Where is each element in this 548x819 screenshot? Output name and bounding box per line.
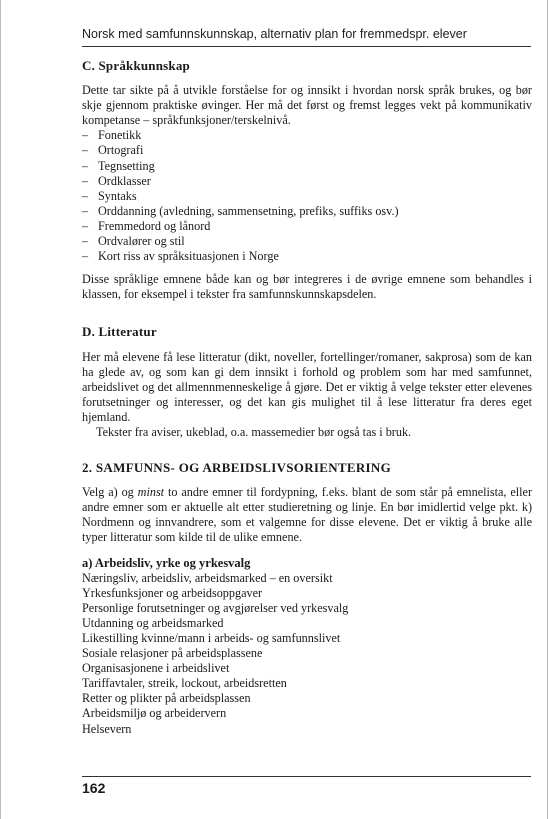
list-item: – Ordvalører og stil	[82, 234, 532, 249]
page-number: 162	[82, 780, 106, 796]
footer-rule	[82, 776, 531, 777]
subsection-a-heading: a) Arbeidsliv, yrke og yrkesvalg	[82, 555, 251, 570]
paragraph-text: Velg a) og	[82, 485, 138, 500]
section-2-heading: 2. SAMFUNNS- OG ARBEIDSLIVSORIENTERING	[82, 460, 392, 476]
list-item: Tariffavtaler, streik, lockout, arbeidsretten	[82, 676, 287, 691]
list-item: Organisasjonene i arbeidslivet	[82, 661, 230, 676]
list-item: – Kort riss av språksituasjonen i Norge	[82, 249, 532, 264]
list-item: – Tegnsetting	[82, 159, 532, 174]
section-c	[82, 58, 532, 302]
section-d-heading: D. Litteratur	[82, 324, 157, 340]
section-c-heading: C. Språkkunnskap	[82, 58, 190, 73]
section-c-intro: Dette tar sikte på å utvikle forståelse for og innsikt i hvordan norsk språk brukes, og bør skje gjennom praktiske øvinger. Her må det først og fremst legges vekt på kommunikativ kompetanse – språkfunksjoner/terskelnivå.	[82, 83, 532, 128]
section-2-paragraph	[82, 485, 532, 545]
list-item: Yrkesfunksjoner og arbeidsoppgaver	[82, 585, 263, 600]
running-header: Norsk med samfunnskunnskap, alternativ plan for fremmedspr. elever	[82, 27, 467, 41]
paragraph-text: to andre emner til fordypning, f.eks. blant de som står på emnelista, eller andre emner som er aktuelle alt etter studieretning og linje. En bør imidlertid velge pkt. k) Nordmenn og innvandrere, som et valgemne for disse elevene. Det er viktig å bruke alle typer litteratur som kilde til de ulike emnene.	[82, 485, 533, 545]
emphasis-text: minst	[137, 485, 165, 500]
section-2	[82, 460, 532, 737]
list-item: – Fonetikk	[82, 128, 532, 143]
section-d-paragraph-1: Her må elevene få lese litteratur (dikt, noveller, fortellinger/romaner, sakprosa) som de kan ha glede av, og som kan gi dem innsikt i forhold og problem som har med samfunnet, arbeidslivet og det allmennmenneskelige å gjøre. Det er viktig å velge tekster etter elevenes forutsetninger og interesser, og det kan gis mulighet til å lese litteratur fra deres eget hjemland.	[82, 349, 532, 424]
section-c-closing: Disse språklige emnene både kan og bør integreres i de øvrige emnene som behandles i klassen, for eksempel i tekster fra samfunnskunnskapsdelen.	[82, 272, 532, 302]
list-item: – Fremmedord og lånord	[82, 219, 532, 234]
subsection-a	[82, 556, 532, 737]
list-item: Personlige forutsetninger og avgjørelser ved yrkesvalg	[82, 600, 349, 615]
list-item: Arbeidsmiljø og arbeidervern	[82, 706, 227, 721]
list-item: Retter og plikter på arbeidsplassen	[82, 691, 251, 706]
section-c-list	[82, 128, 532, 264]
section-d	[82, 324, 532, 440]
list-item: Sosiale relasjoner på arbeidsplassene	[82, 646, 263, 661]
header-rule	[82, 46, 531, 47]
list-item: – Ortografi	[82, 143, 532, 158]
list-item: Utdanning og arbeidsmarked	[82, 615, 224, 630]
page-content	[82, 58, 532, 737]
list-item: – Orddanning (avledning, sammensetning, prefiks, suffiks osv.)	[82, 204, 532, 219]
section-d-paragraph-2: Tekster fra aviser, ukeblad, o.a. massemedier bør også tas i bruk.	[96, 424, 412, 439]
subsection-a-list	[82, 571, 532, 737]
list-item: – Ordklasser	[82, 174, 532, 189]
list-item: – Syntaks	[82, 189, 532, 204]
list-item: Likestilling kvinne/mann i arbeids- og samfunnslivet	[82, 631, 341, 645]
list-item: Helsevern	[82, 721, 132, 736]
list-item: Næringsliv, arbeidsliv, arbeidsmarked – en oversikt	[82, 570, 333, 585]
